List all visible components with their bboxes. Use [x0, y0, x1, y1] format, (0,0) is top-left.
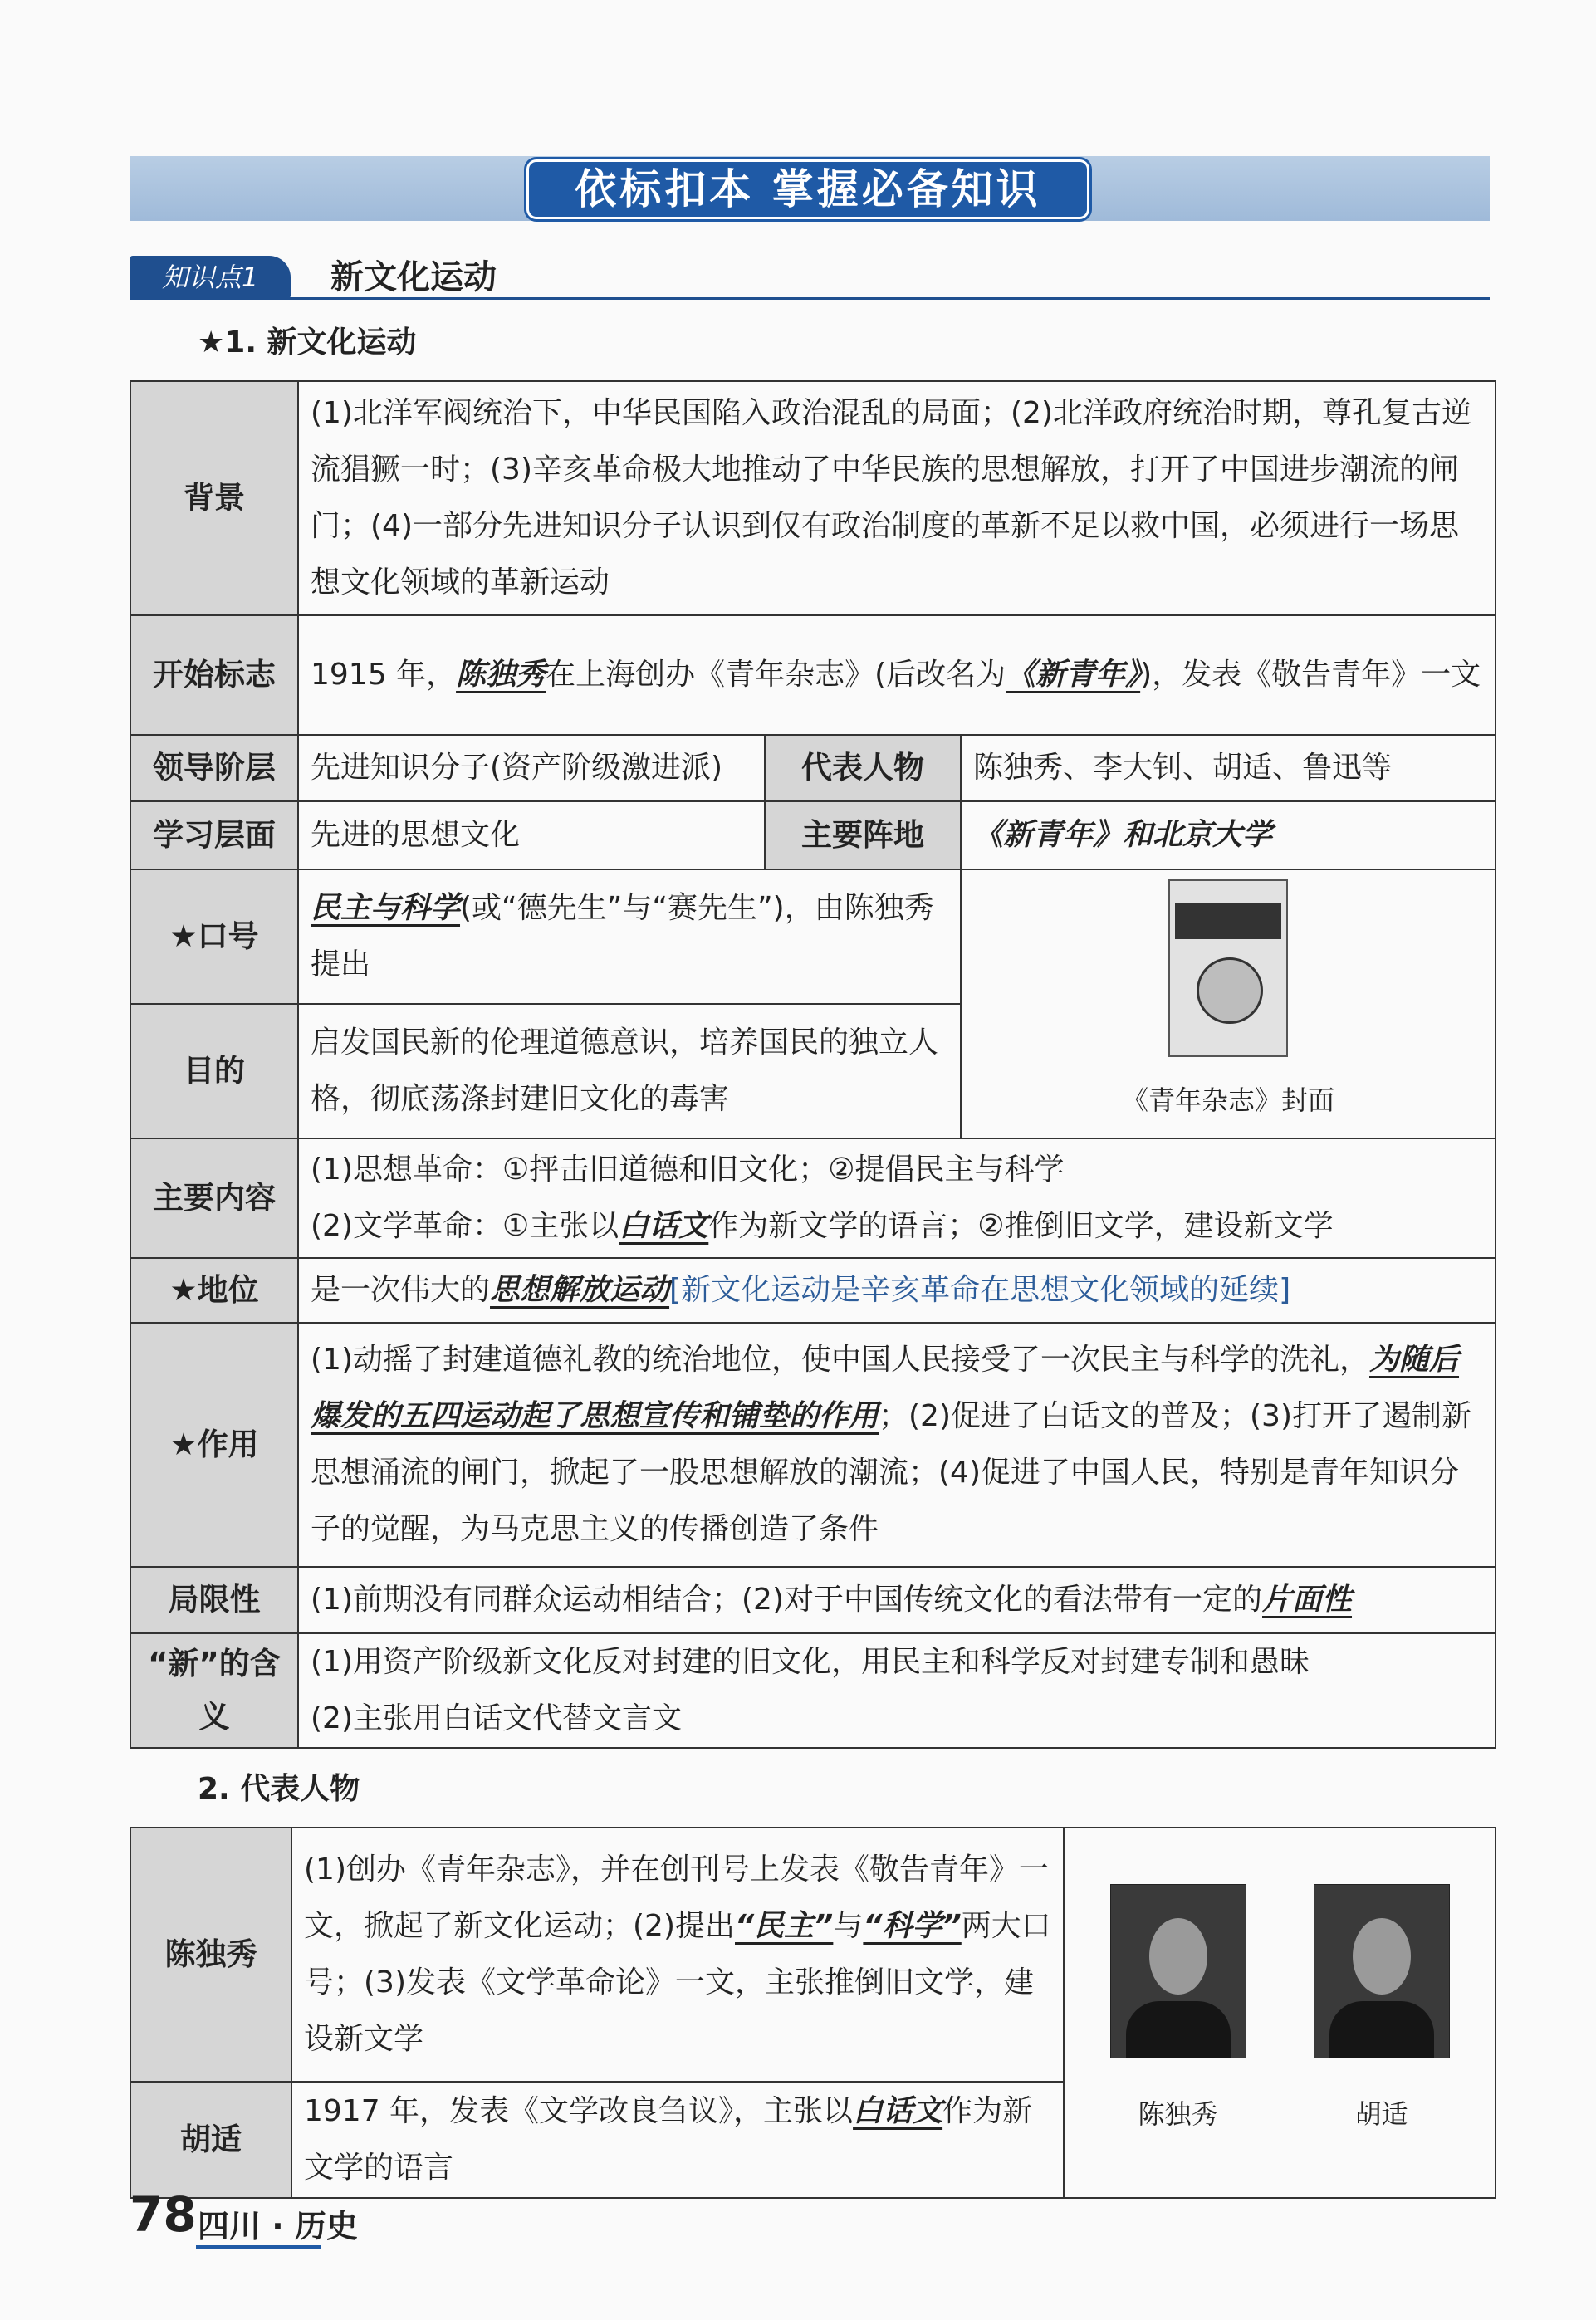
limit-text: (1)前期没有同群众运动相结合；(2)对于中国传统文化的看法带有一定的片面性 — [298, 1567, 1496, 1633]
row-label-limit: 局限性 — [130, 1567, 298, 1633]
page-number: 78 — [130, 2186, 197, 2243]
highlight-democracy-science: 民主与科学 — [311, 891, 461, 925]
purpose-text: 启发国民新的伦理道德意识，培养国民的独立人格，彻底荡涤封建旧文化的毒害 — [298, 1004, 961, 1138]
chen-caption: 陈独秀 — [1138, 2097, 1218, 2130]
footer-label: 四川 · 历史 — [198, 2208, 358, 2244]
row-label-level: 学习层面 — [130, 801, 298, 869]
row-label-content: 主要内容 — [130, 1138, 298, 1258]
row-label-status: ★地位 — [130, 1258, 298, 1323]
new-culture-table — [130, 380, 1496, 1749]
status-note: [新文化运动是辛亥革命在思想文化领域的延续] — [669, 1273, 1291, 1307]
cover-cell — [961, 869, 1496, 1138]
row-label-background: 背景 — [130, 381, 298, 615]
row-label-base: 主要阵地 — [765, 801, 961, 869]
background-text: (1)北洋军阀统治下，中华民国陷入政治混乱的局面；(2)北洋政府统治时期，尊孔复古逆流猖獗一时；(3)辛亥革命极大地推动了中华民族的思想解放，打开了中国进步潮流的闸门；(4)一部分先进知识分子认识到仅有政治制度的革新不足以救中国，必须进行一场思想文化领域的革新运动 — [298, 381, 1496, 615]
highlight-new-youth: 《新青年》 — [1006, 658, 1141, 692]
hu-portrait-image — [1314, 1884, 1450, 2058]
section-banner — [130, 156, 1490, 221]
slogan-text: 民主与科学(或“德先生”与“赛先生”)，由陈独秀提出 — [298, 869, 961, 1004]
figures-text: 陈独秀、李大钊、胡适、鲁迅等 — [961, 735, 1496, 801]
start-text: 1915 年，陈独秀在上海创办《青年杂志》(后改名为《新青年》)，发表《敬告青年》一文 — [298, 615, 1496, 735]
highlight-science: “科学” — [863, 1909, 962, 1943]
row-label-effect: ★作用 — [130, 1323, 298, 1567]
row-label-hu: 胡适 — [130, 2082, 291, 2198]
knowledge-point-badge: 知识点1 — [130, 256, 291, 299]
portraits-cell — [1064, 1828, 1496, 2198]
meaning-text: (1)用资产阶级新文化反对封建的旧文化，用民主和科学反对封建专制和愚昧 (2)主张用白话文代替文言文 — [298, 1633, 1496, 1748]
row-label-leaders: 领导阶层 — [130, 735, 298, 801]
cover-caption: 《青年杂志》封面 — [1122, 1084, 1335, 1116]
leaders-text: 先进知识分子(资产阶级激进派) — [298, 735, 765, 801]
row-label-slogan: ★口号 — [130, 869, 298, 1004]
row-label-start: 开始标志 — [130, 615, 298, 735]
content-text: (1)思想革命：①抨击旧道德和旧文化；②提倡民主与科学 (2)文学革命：①主张以白话文作为新文学的语言；②推倒旧文学，建设新文学 — [298, 1138, 1496, 1258]
row-label-meaning: “新”的含义 — [130, 1633, 298, 1748]
chen-text: (1)创办《青年杂志》，并在创刊号上发表《敬告青年》一文，掀起了新文化运动；(2)提出“民主”与“科学”两大口号；(3)发表《文学革命论》一文，主张推倒旧文学，建设新文学 — [291, 1828, 1064, 2082]
highlight-democracy: “民主” — [735, 1909, 834, 1943]
effect-text: (1)动摇了封建道德礼教的统治地位，使中国人民接受了一次民主与科学的洗礼，为随后爆发的五四运动起了思想宣传和铺垫的作用；(2)促进了白话文的普及；(3)打开了遏制新思想涌流的闸门，掀起了一股思想解放的潮流；(4)促进了中国人民，特别是青年知识分子的觉醒，为马克思主义的传播创造了条件 — [298, 1323, 1496, 1567]
highlight-liberation: 思想解放运动 — [490, 1273, 670, 1307]
row-label-figures: 代表人物 — [765, 735, 961, 801]
highlight-may-fourth: 为随后爆发的五四运动起了思想宣传和铺垫的作用 — [311, 1343, 1460, 1433]
section2-heading: 2. 代表人物 — [198, 1772, 360, 1806]
highlight-vernacular: 白话文 — [619, 1209, 709, 1243]
highlight-chen: 陈独秀 — [456, 658, 546, 692]
figures-table — [130, 1827, 1496, 2199]
section1-heading: ★1. 新文化运动 — [198, 325, 417, 360]
hu-text: 1917 年，发表《文学改良刍议》，主张以白话文作为新文学的语言 — [291, 2082, 1064, 2198]
magazine-cover-image — [1168, 879, 1288, 1057]
row-label-purpose: 目的 — [130, 1004, 298, 1138]
base-text: 《新青年》和北京大学 — [961, 801, 1496, 869]
knowledge-point-title: 新文化运动 — [330, 258, 497, 296]
header-divider — [130, 297, 1490, 300]
banner-title: 依标扣本 掌握必备知识 — [526, 159, 1089, 219]
highlight-vernacular-2: 白话文 — [853, 2094, 943, 2128]
status-text: 是一次伟大的思想解放运动[新文化运动是辛亥革命在思想文化领域的延续] — [298, 1258, 1496, 1323]
hu-caption: 胡适 — [1354, 2097, 1408, 2130]
highlight-one-sided: 片面性 — [1262, 1583, 1353, 1617]
level-text: 先进的思想文化 — [298, 801, 765, 869]
footer-accent-line — [196, 2245, 321, 2249]
chen-portrait-image — [1110, 1884, 1246, 2058]
row-label-chen: 陈独秀 — [130, 1828, 291, 2082]
